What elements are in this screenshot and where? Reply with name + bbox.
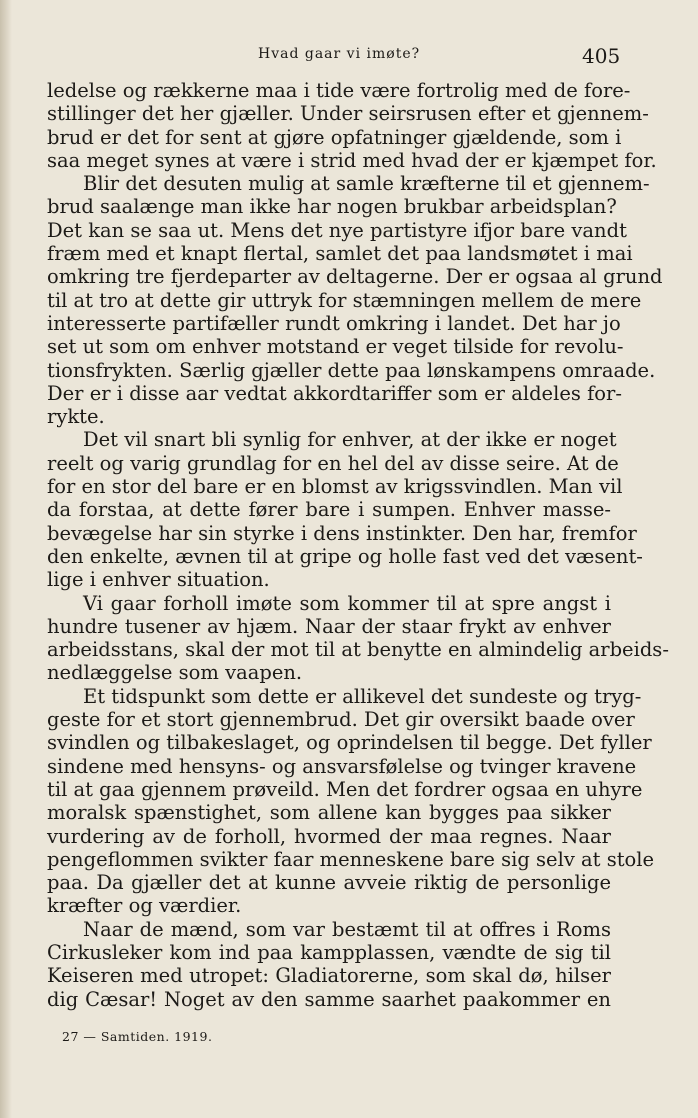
text-line: bevægelse har sin styrke i dens instinkter. Den har, fremfor [47,521,637,545]
text-line: hundre tusener av hjæm. Naar der staar frykt av enhver [47,614,611,638]
text-line: Et tidspunkt som dette er allikevel det sundeste og tryg- [83,684,642,708]
text-line: Vi gaar forholl imøte som kommer til at spre angst i [83,591,611,615]
body-text [47,79,669,1011]
text-line: Keiseren med utropet: Gladiatorerne, som skal dø, hilser [47,964,611,988]
text-line: pengeflommen svikter faar menneskene bare sig selv at stole [47,847,655,871]
text-line: brud saalænge man ikke har nogen brukbar arbeidsplan? [47,195,617,219]
page-header [0,44,698,74]
text-line: stillinger det her gjæller. Under seirsrusen efter et gjennem- [47,102,649,126]
text-line: den enkelte, ævnen til at gripe og holle fast ved det væsent- [47,544,643,568]
text-line: interesserte partifæller rundt omkring i landet. Det har jo [47,311,621,335]
text-line: til at tro at dette gir uttryk for stæmningen mellem de mere [47,288,642,312]
text-line: kræfter og værdier. [47,894,242,918]
text-line: Naar de mænd, som var bestæmt til at offres i Roms [83,917,611,941]
text-line: vurdering av de forholl, hvormed der maa regnes. Naar [47,824,611,848]
text-line: tionsfrykten. Særlig gjæller dette paa lønskampens omraade. [47,358,656,382]
text-line: for en stor del bare er en blomst av krigssvindlen. Man vil [47,475,623,499]
text-line: dig Cæsar! Noget av den samme saarhet paakommer en [47,987,611,1011]
text-line: ledelse og rækkerne maa i tide være fortrolig med de fore- [47,79,631,102]
page-spine-shadow [0,0,12,1118]
text-line: Blir det desuten mulig at samle kræfterne til et gjennem- [83,172,650,196]
printer-signature: 27 — Samtiden. 1919. [62,1029,213,1044]
text-line: set ut som om enhver motstand er veget tilside for revolu- [47,335,624,359]
text-line: moralsk spænstighet, som allene kan bygges paa sikker [47,801,611,825]
text-line: reelt og varig grundlag for en hel del av disse seire. At de [47,451,619,475]
text-line: fræm med et knapt flertal, samlet det paa landsmøtet i mai [47,242,633,266]
text-line: omkring tre fjerdeparter av deltagerne. Der er ogsaa al grund [47,265,663,289]
text-line: Der er i disse aar vedtat akkordtariffer som er aldeles for- [47,381,622,405]
text-line: geste for et stort gjennembrud. Det gir oversikt baade over [47,708,635,732]
text-line: da forstaa, at dette fører bare i sumpen. Enhver masse- [47,498,611,522]
text-line: arbeidsstans, skal der mot til at benytte en almindelig arbeids- [47,638,669,662]
text-line: Cirkusleker kom ind paa kampplassen, vændte de sig til [47,940,611,964]
running-head: Hvad gaar vi imøte? [258,46,421,62]
text-line: Det vil snart bli synlig for enhver, at der ikke er noget [83,428,617,452]
text-line: lige i enhver situation. [47,568,270,592]
text-line: nedlæggelse som vaapen. [47,661,303,685]
text-line: saa meget synes at være i strid med hvad der er kjæmpet for. [47,148,657,172]
text-line: svindlen og tilbakeslaget, og oprindelsen til begge. Det fyller [47,731,652,755]
text-line: sindene med hensyns- og ansvarsfølelse og tvinger kravene [47,754,637,778]
page-number: 405 [582,44,621,68]
text-line: Det kan se saa ut. Mens det nye partistyre ifjor bare vandt [47,218,627,242]
text-line: til at gaa gjennem prøveild. Men det fordrer ogsaa en uhyre [47,777,643,801]
text-line: brud er det for sent at gjøre opfatninger gjældende, som i [47,125,622,149]
text-line: paa. Da gjæller det at kunne avveie riktig de personlige [47,871,611,895]
text-line: rykte. [47,405,105,429]
